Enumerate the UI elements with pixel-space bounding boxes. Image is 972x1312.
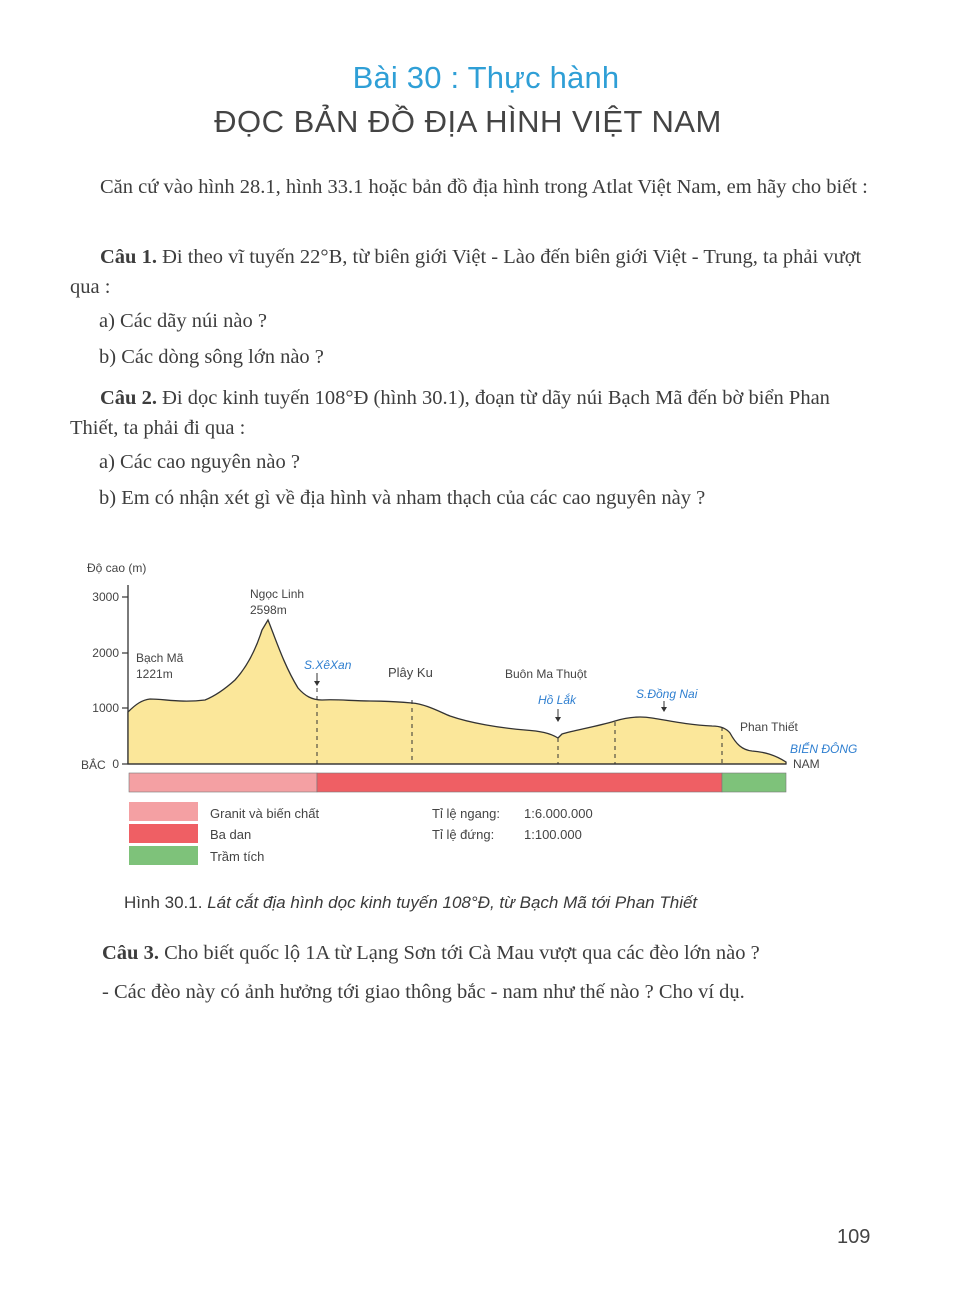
question-1-a: a) Các dãy núi nào ? [99, 310, 267, 332]
label-phan-thiet: Phan Thiết [740, 720, 798, 734]
intro-paragraph: Căn cứ vào hình 28.1, hình 33.1 hoặc bản đồ địa hình trong Atlat Việt Nam, em hãy cho biết : [100, 176, 868, 198]
figure-caption-label: Hình 30.1. [124, 893, 203, 912]
rock-strip-tram-tich [722, 773, 786, 792]
question-2-label: Câu 2. [100, 387, 157, 409]
lesson-subtitle: ĐỌC BẢN ĐỒ ĐỊA HÌNH VIỆT NAM [214, 104, 722, 139]
question-2-text: Đi dọc kinh tuyến 108°Đ (hình 30.1), đoạn từ dãy núi Bạch Mã đến bờ biển Phan Thiết, ta phải đi qua : [70, 387, 830, 439]
lesson-title: Bài 30 : Thực hành [352, 60, 620, 95]
legend-swatch-tram-tich [129, 846, 198, 865]
north-label: BẮC [81, 758, 106, 772]
arrowhead-s-dong-nai [661, 707, 667, 712]
tick-label-0: 0 [112, 757, 119, 771]
legend-label-tram-tich: Trầm tích [210, 849, 265, 864]
label-s-xexan: S.XêXan [304, 658, 352, 672]
arrowhead-ho-lak [555, 717, 561, 722]
page-number: 109 [837, 1226, 871, 1248]
tick-label-3000: 3000 [92, 590, 119, 604]
rock-strip-granit [129, 773, 317, 792]
tick-label-1000: 1000 [92, 701, 119, 715]
label-bach-ma: Bạch Mã [136, 651, 184, 665]
scale-horizontal-label: Tỉ lệ ngang: [432, 806, 500, 821]
south-label: NAM [793, 757, 820, 771]
question-1-label: Câu 1. [100, 246, 157, 268]
rock-strip-ba-dan [317, 773, 722, 792]
terrain-cross-section-figure [0, 540, 972, 880]
question-2 [70, 383, 870, 443]
question-2-a: a) Các cao nguyên nào ? [99, 451, 300, 473]
question-1 [70, 242, 870, 302]
label-ho-lak: Hồ Lắk [538, 693, 577, 707]
arrowhead-s-xexan [314, 681, 320, 686]
label-ngoc-linh: Ngọc Linh [250, 587, 305, 601]
figure-caption [124, 893, 697, 913]
label-bien-dong: BIỂN ĐÔNG [790, 742, 858, 756]
question-1-text: Đi theo vĩ tuyến 22°B, từ biên giới Việt - Lào đến biên giới Việt - Trung, ta phải vượt qua : [70, 246, 862, 298]
label-ngoc-linh-height: 2598m [250, 603, 287, 617]
label-bach-ma-height: 1221m [136, 667, 173, 681]
legend-label-ba-dan: Ba dan [210, 827, 252, 842]
legend-swatch-ba-dan [129, 824, 198, 843]
scale-vertical-label: Tỉ lệ đứng: [432, 827, 495, 842]
tick-label-2000: 2000 [92, 646, 119, 660]
y-axis-title: Độ cao (m) [87, 561, 147, 575]
question-2-b: b) Em có nhận xét gì về địa hình và nham thạch của các cao nguyên này ? [99, 487, 706, 509]
label-play-ku: Plây Ku [388, 665, 433, 680]
question-3-text: Cho biết quốc lộ 1A từ Lạng Sơn tới Cà Mau vượt qua các đèo lớn nào ? [164, 942, 760, 964]
question-3 [102, 942, 760, 965]
question-1-b: b) Các dòng sông lớn nào ? [99, 346, 324, 368]
question-3-followup: - Các đèo này có ảnh hưởng tới giao thông bắc - nam như thế nào ? Cho ví dụ. [102, 981, 745, 1003]
legend-swatch-granit [129, 802, 198, 821]
question-3-label: Câu 3. [102, 942, 159, 964]
label-buon-ma-thuot: Buôn Ma Thuột [505, 667, 587, 681]
figure-caption-text: Lát cắt địa hình dọc kinh tuyến 108°Đ, từ Bạch Mã tới Phan Thiết [207, 893, 698, 912]
scale-horizontal-value: 1:6.000.000 [524, 806, 593, 821]
legend-label-granit: Granit và biến chất [210, 806, 320, 821]
label-s-dong-nai: S.Đồng Nai [636, 687, 698, 701]
scale-vertical-value: 1:100.000 [524, 827, 582, 842]
